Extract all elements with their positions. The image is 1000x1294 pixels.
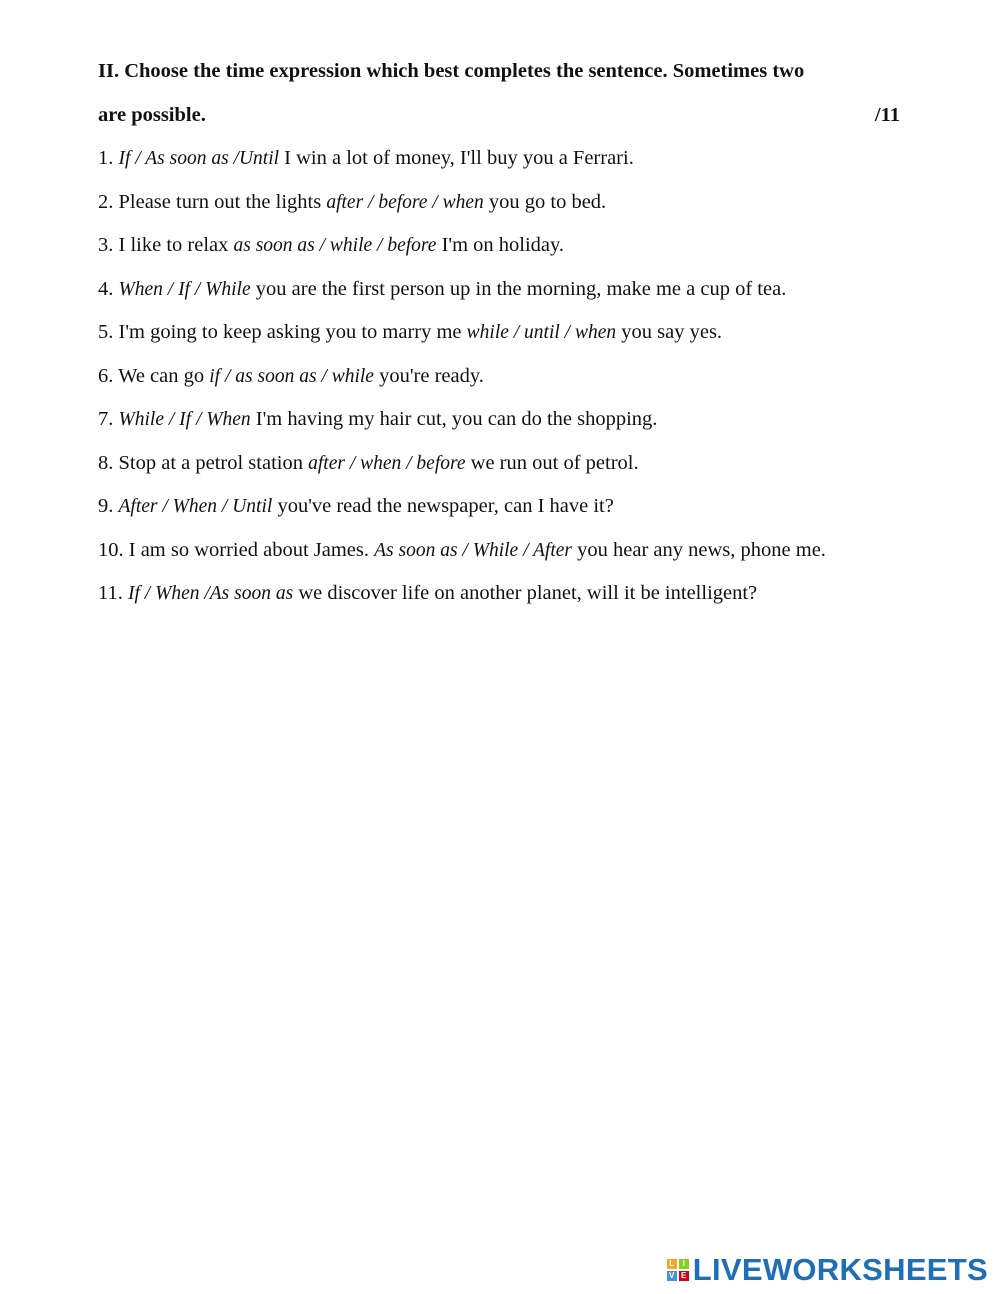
time-expression-options: if / as soon as / while [209, 365, 374, 387]
question-item [98, 355, 900, 399]
time-expression-options: After / When / Until [118, 496, 273, 517]
exercise-heading [98, 50, 900, 94]
time-expression-options: after / before / when [326, 191, 484, 213]
question-text-before: 5. I'm going to keep asking you to marry me [98, 321, 467, 343]
question-text-before: 1. [98, 147, 119, 169]
logo-tile-e: E [679, 1271, 689, 1281]
liveworksheets-logo-icon [667, 1259, 689, 1281]
brand-name: LIVEWORKSHEETS [692, 1252, 988, 1287]
question-item [98, 181, 900, 225]
question-item [98, 311, 900, 355]
question-text-before: 11. [98, 582, 128, 604]
question-text-before: 7. [98, 408, 119, 430]
logo-tile-v: V [667, 1271, 677, 1281]
question-item [98, 224, 900, 268]
time-expression-options: If / As soon as /Until [118, 148, 280, 169]
question-text-before: 2. Please turn out the lights [98, 190, 327, 213]
question-text-after: you're ready. [373, 364, 484, 387]
question-text-before: 10. I am so worried about James. [98, 538, 375, 561]
question-item [98, 572, 900, 616]
score-label: /11 [874, 103, 900, 126]
time-expression-options: after / when / before [308, 452, 466, 474]
question-text-before: 8. Stop at a petrol station [98, 451, 309, 474]
question-item [98, 442, 900, 486]
heading-line-2: are possible. [98, 103, 206, 126]
question-item [98, 137, 900, 181]
logo-tile-i: I [679, 1259, 689, 1269]
time-expression-options: When / If / While [118, 278, 251, 300]
exercise-heading-row-2 [98, 94, 900, 138]
question-text-after: you hear any news, phone me. [572, 538, 826, 561]
question-text-after: I win a lot of money, I'll buy you a Ferrari. [279, 147, 634, 169]
question-text-after: we run out of petrol. [465, 451, 639, 474]
question-text-after: you are the first person up in the morning, make me a cup of tea. [250, 277, 787, 300]
liveworksheets-brand [667, 1252, 988, 1288]
question-list [98, 137, 900, 616]
heading-line-1: II. Choose the time expression which best completes the sentence. Sometimes two [98, 60, 805, 82]
question-text-after: I'm having my hair cut, you can do the shopping. [250, 408, 658, 430]
question-text-before: 4. [98, 277, 119, 300]
logo-tile-l: L [667, 1259, 677, 1269]
time-expression-options: As soon as / While / After [374, 539, 573, 561]
worksheet-page [98, 50, 900, 616]
question-text-after: you say yes. [616, 321, 723, 343]
question-text-after: I'm on holiday. [436, 234, 565, 256]
question-item [98, 398, 900, 442]
question-item [98, 529, 900, 573]
question-item [98, 268, 900, 312]
question-text-after: you've read the newspaper, can I have it? [272, 495, 614, 517]
time-expression-options: If / When /As soon as [128, 583, 294, 604]
question-text-before: 3. I like to relax [98, 234, 234, 256]
time-expression-options: as soon as / while / before [233, 235, 437, 256]
question-text-after: we discover life on another planet, will it be intelligent? [293, 582, 758, 604]
time-expression-options: While / If / When [118, 409, 251, 430]
question-text-before: 6. We can go [98, 364, 210, 387]
question-text-after: you go to bed. [483, 190, 607, 213]
question-text-before: 9. [98, 495, 119, 517]
time-expression-options: while / until / when [466, 322, 617, 343]
question-item [98, 485, 900, 529]
